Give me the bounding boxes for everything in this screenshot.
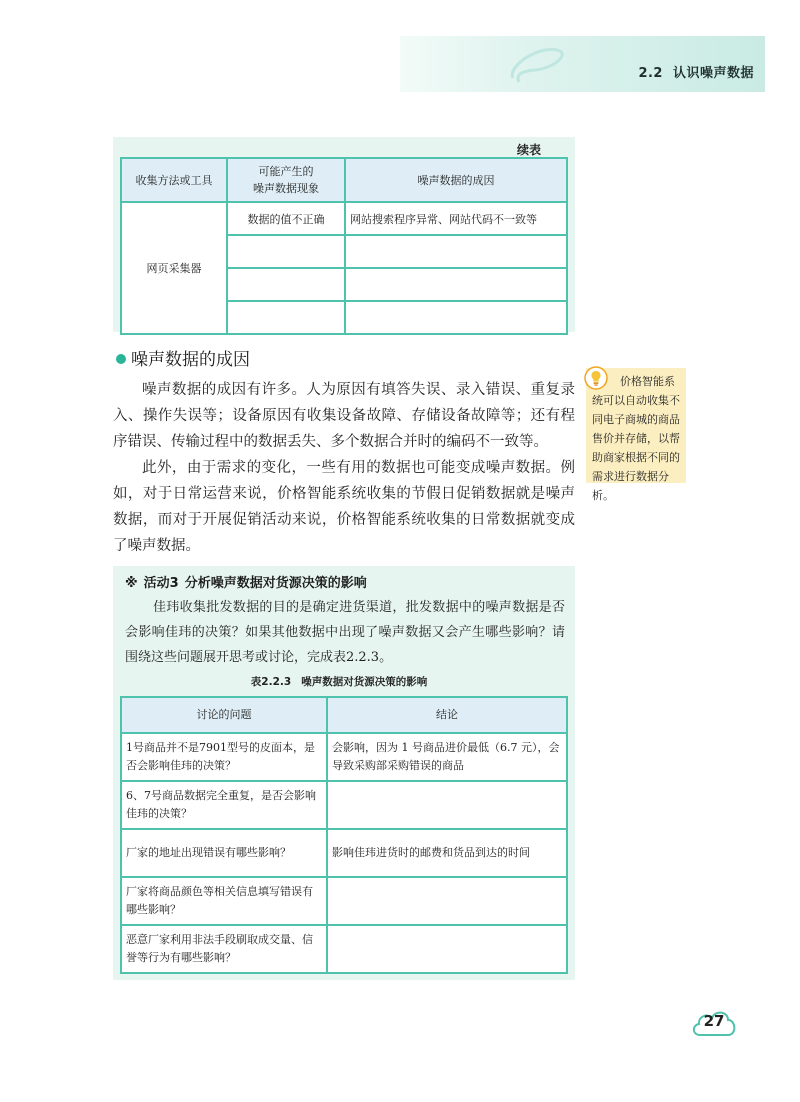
activity-box <box>113 566 575 980</box>
paragraph: 噪声数据的成因有许多。人为原因有填答失误、录入错误、重复录入、操作失误等；设备原因有收集设备故障、存储设备故障等；还有程序错误、传输过程中的数据丢失、多个数据合并时的编码不一致等。 <box>113 382 575 450</box>
conclusion-cell[interactable] <box>327 877 567 925</box>
table-cell <box>227 268 345 301</box>
swoosh-decoration-icon <box>505 40 575 90</box>
activity-title <box>125 572 373 591</box>
table-cell <box>227 235 345 268</box>
page-number: 27 <box>703 1012 725 1030</box>
table-caption <box>113 674 575 689</box>
reference-mark-icon: ※ <box>125 576 138 591</box>
table-cell <box>345 268 567 301</box>
col-header-conclusion: 结论 <box>327 697 567 733</box>
section-title: 噪声数据的成因 <box>131 350 250 370</box>
conclusion-cell[interactable]: 影响佳玮进货时的邮费和货品到达的时间 <box>327 829 567 877</box>
table-cell <box>345 235 567 268</box>
continued-table-panel <box>113 137 575 332</box>
table-row <box>121 877 567 925</box>
paragraph: 此外，由于需求的变化，一些有用的数据也可能变成噪声数据。例如，对于日常运营来说，价格智能系统收集的节假日促销数据就是噪声数据，而对于开展促销活动来说，价格智能系统收集的日常数据就变成了噪声数据。 <box>113 460 575 554</box>
table-row <box>121 733 567 781</box>
question-cell: 6、7号商品数据完全重复，是否会影响佳玮的决策？ <box>121 781 327 829</box>
activity-heading: 分析噪声数据对货源决策的影响 <box>184 576 367 591</box>
conclusion-cell[interactable]: 会影响，因为 1 号商品进价最低（6.7 元），会导致采购部采购错误的商品 <box>327 733 567 781</box>
activity-body: 佳玮收集批发数据的目的是确定进货渠道，批发数据中的噪声数据是否会影响佳玮的决策？如果其他数据中出现了噪声数据又会产生哪些影响？请围绕这些问题展开思考或讨论，完成表2.2.3。 <box>125 600 565 665</box>
table-number: 表2.2.3 <box>250 676 292 688</box>
question-cell: 恶意厂家利用非法手段刷取成交量、信誉等行为有哪些影响？ <box>121 925 327 973</box>
col-header-method: 收集方法或工具 <box>121 158 227 202</box>
section-header-title: 认识噪声数据 <box>672 66 754 81</box>
bullet-dot-icon <box>116 354 126 364</box>
activity-label: 活动3 <box>143 576 179 591</box>
table-cell: 网站搜索程序异常、网站代码不一致等 <box>345 202 567 235</box>
table-row <box>121 781 567 829</box>
row-header-web-collector: 网页采集器 <box>121 202 227 334</box>
discussion-table <box>120 696 568 974</box>
table-cell <box>227 301 345 334</box>
table-cell: 数据的值不正确 <box>227 202 345 235</box>
table-title: 噪声数据对货源决策的影响 <box>301 676 428 688</box>
table-row <box>121 829 567 877</box>
question-cell: 厂家将商品颜色等相关信息填写错误有哪些影响？ <box>121 877 327 925</box>
section-number: 2.2 <box>638 66 663 81</box>
continued-table <box>120 157 568 335</box>
question-cell: 1号商品并不是7901型号的皮面本，是否会影响佳玮的决策？ <box>121 733 327 781</box>
question-cell: 厂家的地址出现错误有哪些影响？ <box>121 829 327 877</box>
side-note-text: 价格智能系统可以自动收集不同电子商城的商品售价并存储，以帮助商家根据不同的需求进行数据分析。 <box>592 375 680 502</box>
table-row <box>121 925 567 973</box>
table-cell <box>345 301 567 334</box>
col-header-question: 讨论的问题 <box>121 697 327 733</box>
col-header-phenomenon: 可能产生的 噪声数据现象 <box>227 158 345 202</box>
col-header-cause: 噪声数据的成因 <box>345 158 567 202</box>
conclusion-cell[interactable] <box>327 781 567 829</box>
continued-label: 续表 <box>516 143 541 157</box>
side-note <box>586 368 686 502</box>
conclusion-cell[interactable] <box>327 925 567 973</box>
running-header <box>638 62 754 81</box>
